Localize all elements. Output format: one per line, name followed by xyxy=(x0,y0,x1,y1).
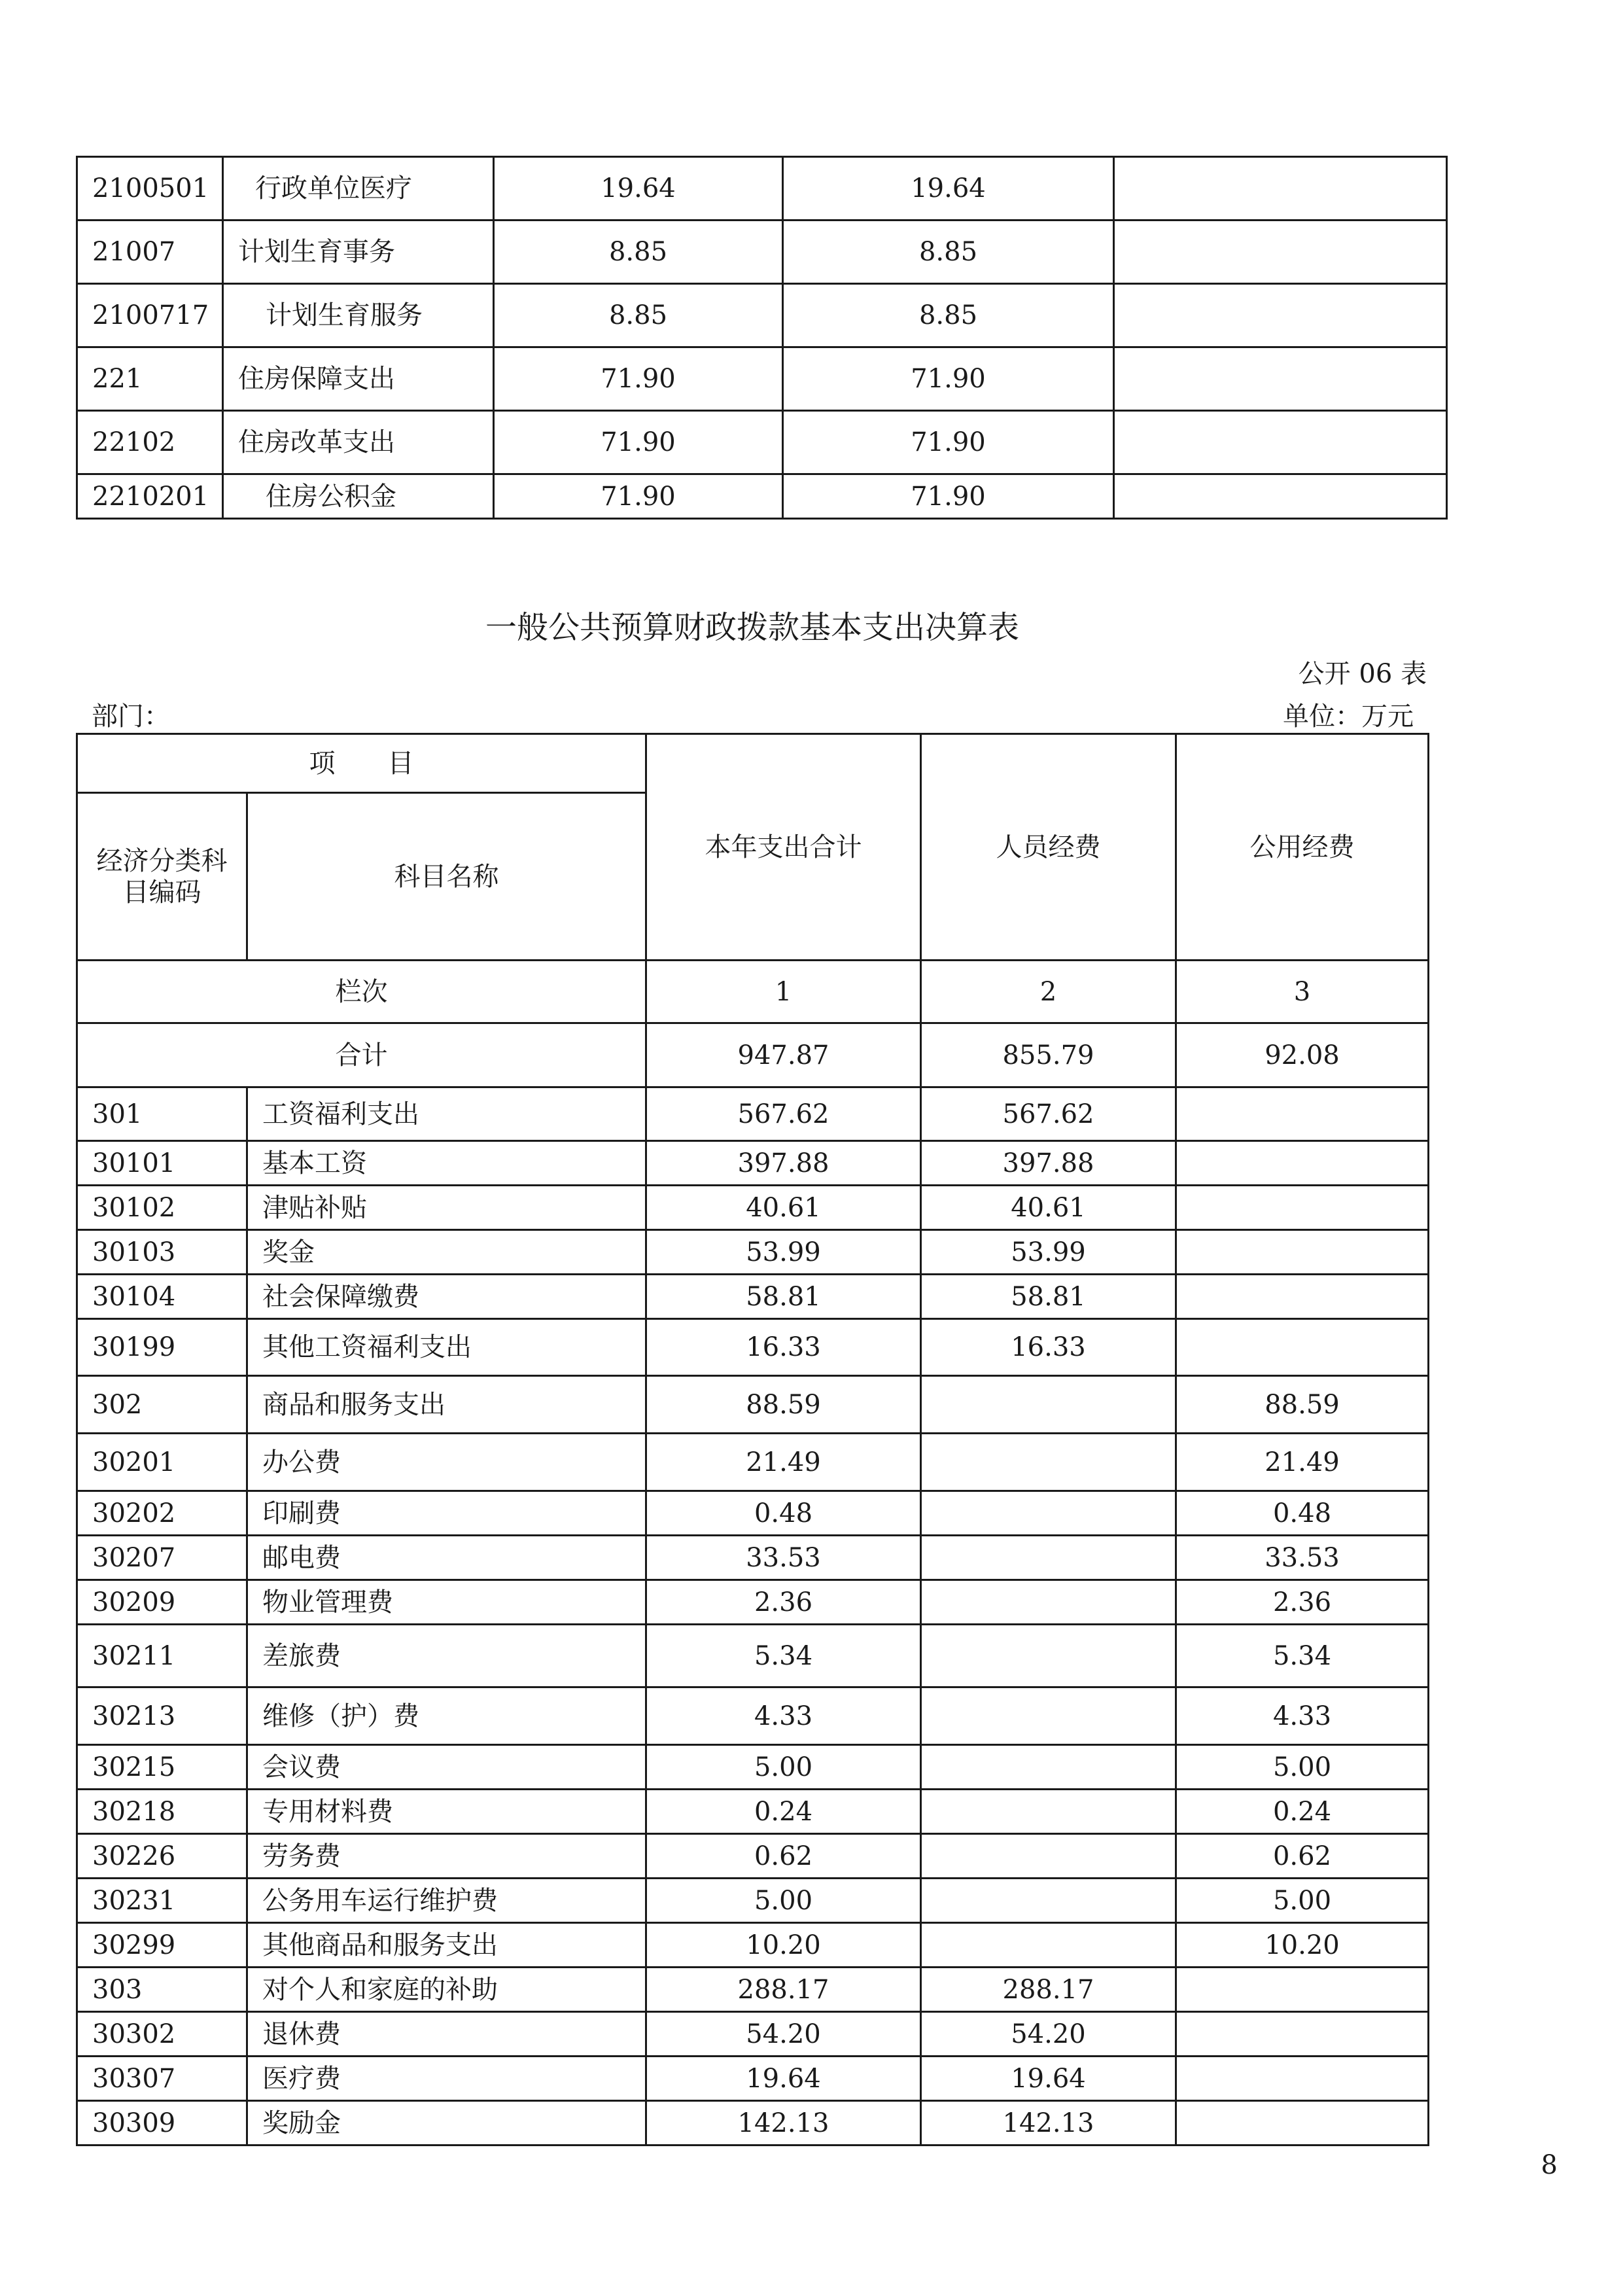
total-amount: 88.59 xyxy=(646,1376,921,1434)
table-row xyxy=(77,1790,1429,1834)
basic-amount: 71.90 xyxy=(783,347,1114,411)
public-amount xyxy=(1176,2057,1429,2101)
project-amount xyxy=(1114,157,1447,221)
total-amount: 567.62 xyxy=(646,1087,921,1141)
basic-amount: 8.85 xyxy=(783,284,1114,347)
table-row xyxy=(77,474,1447,519)
total-amount: 54.20 xyxy=(646,2012,921,2057)
personnel-amount: 53.99 xyxy=(921,1230,1176,1275)
subject-name: 退休费 xyxy=(247,2012,646,2057)
economic-code: 30213 xyxy=(77,1687,247,1745)
table-row xyxy=(77,1923,1429,1968)
table-row xyxy=(77,411,1447,474)
table-row xyxy=(77,1536,1429,1580)
public-amount xyxy=(1176,1968,1429,2012)
personnel-amount xyxy=(921,1625,1176,1687)
subject-name: 计划生育事务 xyxy=(223,221,494,284)
subject-code: 2210201 xyxy=(77,474,223,519)
subject-name: 专用材料费 xyxy=(247,1790,646,1834)
total-amount: 5.00 xyxy=(646,1745,921,1790)
table-row xyxy=(77,2012,1429,2057)
table-row xyxy=(77,1319,1429,1376)
subject-code: 221 xyxy=(77,347,223,411)
table-row xyxy=(77,1434,1429,1491)
unit-label: 单位：万元 xyxy=(1283,701,1414,732)
total-amount: 288.17 xyxy=(646,1968,921,2012)
personnel-amount: 397.88 xyxy=(921,1141,1176,1186)
name-column-header: 科目名称 xyxy=(247,793,646,961)
total-amount: 5.00 xyxy=(646,1879,921,1923)
total-amount: 0.24 xyxy=(646,1790,921,1834)
subject-name: 住房改革支出 xyxy=(223,411,494,474)
basic-amount: 8.85 xyxy=(783,221,1114,284)
total-amount: 142.13 xyxy=(646,2101,921,2146)
table-row xyxy=(77,1625,1429,1687)
personnel-amount xyxy=(921,1580,1176,1625)
subject-name: 维修（护）费 xyxy=(247,1687,646,1745)
table-row xyxy=(77,1376,1429,1434)
economic-code: 30307 xyxy=(77,2057,247,2101)
table-row xyxy=(77,1141,1429,1186)
total-amount: 58.81 xyxy=(646,1275,921,1319)
project-amount xyxy=(1114,347,1447,411)
total-label: 合计 xyxy=(77,1023,646,1087)
basic-expenditure-table xyxy=(76,733,1429,2146)
public-amount: 88.59 xyxy=(1176,1376,1429,1434)
subject-name: 奖金 xyxy=(247,1230,646,1275)
subject-name: 工资福利支出 xyxy=(247,1087,646,1141)
public-amount xyxy=(1176,2101,1429,2146)
table-row xyxy=(77,2101,1429,2146)
public-amount: 5.00 xyxy=(1176,1745,1429,1790)
total-amount: 4.33 xyxy=(646,1687,921,1745)
total-amount: 33.53 xyxy=(646,1536,921,1580)
economic-code: 301 xyxy=(77,1087,247,1141)
table-row xyxy=(77,1275,1429,1319)
personnel-amount xyxy=(921,1790,1176,1834)
subject-name: 行政单位医疗 xyxy=(223,157,494,221)
personnel-amount: 58.81 xyxy=(921,1275,1176,1319)
subject-name: 差旅费 xyxy=(247,1625,646,1687)
subject-name: 津贴补贴 xyxy=(247,1186,646,1230)
total-amount: 16.33 xyxy=(646,1319,921,1376)
page-number: 8 xyxy=(1541,2150,1558,2180)
table-row xyxy=(77,284,1447,347)
project-amount xyxy=(1114,411,1447,474)
document-title: 一般公共预算财政拨款基本支出决算表 xyxy=(485,609,1019,646)
subject-code: 22102 xyxy=(77,411,223,474)
public-amount: 10.20 xyxy=(1176,1923,1429,1968)
public-amount: 2.36 xyxy=(1176,1580,1429,1625)
personnel-amount xyxy=(921,1376,1176,1434)
economic-code: 30202 xyxy=(77,1491,247,1536)
economic-code: 30211 xyxy=(77,1625,247,1687)
table-row xyxy=(77,2057,1429,2101)
economic-code: 30299 xyxy=(77,1923,247,1968)
public-amount: 21.49 xyxy=(1176,1434,1429,1491)
subject-name: 医疗费 xyxy=(247,2057,646,2101)
continued-expense-table xyxy=(76,156,1448,520)
table-row xyxy=(77,1580,1429,1625)
personnel-amount: 54.20 xyxy=(921,2012,1176,2057)
table-row xyxy=(77,1491,1429,1536)
table-row xyxy=(77,1087,1429,1141)
subject-name: 商品和服务支出 xyxy=(247,1376,646,1434)
personnel-column-header: 人员经费 xyxy=(921,734,1176,961)
public-amount xyxy=(1176,1230,1429,1275)
column-index-2: 2 xyxy=(921,961,1176,1023)
total-column-header: 本年支出合计 xyxy=(646,734,921,961)
personnel-amount: 855.79 xyxy=(921,1023,1176,1087)
subject-name: 计划生育服务 xyxy=(223,284,494,347)
subject-name: 公务用车运行维护费 xyxy=(247,1879,646,1923)
subject-name: 劳务费 xyxy=(247,1834,646,1879)
table-row xyxy=(77,1687,1429,1745)
column-index-3: 3 xyxy=(1176,961,1429,1023)
personnel-amount xyxy=(921,1536,1176,1580)
economic-code: 30199 xyxy=(77,1319,247,1376)
table-number: 公开 06 表 xyxy=(1298,659,1427,689)
header-row xyxy=(77,734,1429,793)
public-column-header: 公用经费 xyxy=(1176,734,1429,961)
personnel-amount xyxy=(921,1879,1176,1923)
public-amount: 92.08 xyxy=(1176,1023,1429,1087)
public-amount xyxy=(1176,1141,1429,1186)
personnel-amount xyxy=(921,1923,1176,1968)
total-amount: 19.64 xyxy=(494,157,783,221)
public-amount: 0.62 xyxy=(1176,1834,1429,1879)
personnel-amount xyxy=(921,1834,1176,1879)
economic-code: 30309 xyxy=(77,2101,247,2146)
total-amount: 40.61 xyxy=(646,1186,921,1230)
table-row xyxy=(77,1879,1429,1923)
public-amount: 5.00 xyxy=(1176,1879,1429,1923)
table-row xyxy=(77,1745,1429,1790)
subject-name: 奖励金 xyxy=(247,2101,646,2146)
total-amount: 8.85 xyxy=(494,284,783,347)
subject-code: 2100501 xyxy=(77,157,223,221)
economic-code: 30103 xyxy=(77,1230,247,1275)
table-row xyxy=(77,1186,1429,1230)
subject-code: 21007 xyxy=(77,221,223,284)
table-row xyxy=(77,1834,1429,1879)
basic-amount: 71.90 xyxy=(783,411,1114,474)
personnel-amount: 567.62 xyxy=(921,1087,1176,1141)
economic-code: 30104 xyxy=(77,1275,247,1319)
public-amount: 33.53 xyxy=(1176,1536,1429,1580)
total-amount: 2.36 xyxy=(646,1580,921,1625)
total-amount: 5.34 xyxy=(646,1625,921,1687)
economic-code: 303 xyxy=(77,1968,247,2012)
total-amount: 8.85 xyxy=(494,221,783,284)
personnel-amount: 142.13 xyxy=(921,2101,1176,2146)
subject-name: 其他商品和服务支出 xyxy=(247,1923,646,1968)
public-amount: 0.24 xyxy=(1176,1790,1429,1834)
personnel-amount: 16.33 xyxy=(921,1319,1176,1376)
project-amount xyxy=(1114,284,1447,347)
total-amount: 71.90 xyxy=(494,347,783,411)
table-row xyxy=(77,1230,1429,1275)
personnel-amount xyxy=(921,1491,1176,1536)
basic-amount: 19.64 xyxy=(783,157,1114,221)
column-index-label: 栏次 xyxy=(77,961,646,1023)
subject-name: 邮电费 xyxy=(247,1536,646,1580)
economic-code: 30201 xyxy=(77,1434,247,1491)
column-index-row xyxy=(77,961,1429,1023)
total-row xyxy=(77,1023,1429,1087)
total-amount: 71.90 xyxy=(494,474,783,519)
total-amount: 397.88 xyxy=(646,1141,921,1186)
economic-code: 30218 xyxy=(77,1790,247,1834)
personnel-amount xyxy=(921,1434,1176,1491)
total-amount: 0.48 xyxy=(646,1491,921,1536)
subject-name: 对个人和家庭的补助 xyxy=(247,1968,646,2012)
subject-name: 办公费 xyxy=(247,1434,646,1491)
subject-name: 其他工资福利支出 xyxy=(247,1319,646,1376)
table-row xyxy=(77,347,1447,411)
subject-name: 社会保障缴费 xyxy=(247,1275,646,1319)
subject-code: 2100717 xyxy=(77,284,223,347)
total-amount: 19.64 xyxy=(646,2057,921,2101)
personnel-amount: 19.64 xyxy=(921,2057,1176,2101)
total-amount: 21.49 xyxy=(646,1434,921,1491)
subject-name: 印刷费 xyxy=(247,1491,646,1536)
basic-amount: 71.90 xyxy=(783,474,1114,519)
subject-name: 会议费 xyxy=(247,1745,646,1790)
table-row xyxy=(77,221,1447,284)
total-amount: 10.20 xyxy=(646,1923,921,1968)
total-amount: 0.62 xyxy=(646,1834,921,1879)
economic-code: 30209 xyxy=(77,1580,247,1625)
column-index-1: 1 xyxy=(646,961,921,1023)
public-amount xyxy=(1176,2012,1429,2057)
table-row xyxy=(77,157,1447,221)
project-header: 项 目 xyxy=(77,734,646,793)
public-amount: 4.33 xyxy=(1176,1687,1429,1745)
project-amount xyxy=(1114,474,1447,519)
public-amount xyxy=(1176,1087,1429,1141)
public-amount xyxy=(1176,1319,1429,1376)
code-column-header: 经济分类科目编码 xyxy=(77,793,247,961)
public-amount: 0.48 xyxy=(1176,1491,1429,1536)
economic-code: 30102 xyxy=(77,1186,247,1230)
economic-code: 302 xyxy=(77,1376,247,1434)
subject-name: 物业管理费 xyxy=(247,1580,646,1625)
subject-name: 住房公积金 xyxy=(223,474,494,519)
subject-name: 住房保障支出 xyxy=(223,347,494,411)
total-amount: 947.87 xyxy=(646,1023,921,1087)
economic-code: 30231 xyxy=(77,1879,247,1923)
economic-code: 30215 xyxy=(77,1745,247,1790)
department-label: 部门： xyxy=(92,701,170,732)
economic-code: 30302 xyxy=(77,2012,247,2057)
economic-code: 30101 xyxy=(77,1141,247,1186)
subject-name: 基本工资 xyxy=(247,1141,646,1186)
total-amount: 53.99 xyxy=(646,1230,921,1275)
total-amount: 71.90 xyxy=(494,411,783,474)
personnel-amount xyxy=(921,1687,1176,1745)
public-amount xyxy=(1176,1275,1429,1319)
economic-code: 30226 xyxy=(77,1834,247,1879)
public-amount xyxy=(1176,1186,1429,1230)
personnel-amount: 40.61 xyxy=(921,1186,1176,1230)
project-amount xyxy=(1114,221,1447,284)
table-row xyxy=(77,1968,1429,2012)
public-amount: 5.34 xyxy=(1176,1625,1429,1687)
economic-code: 30207 xyxy=(77,1536,247,1580)
personnel-amount: 288.17 xyxy=(921,1968,1176,2012)
personnel-amount xyxy=(921,1745,1176,1790)
